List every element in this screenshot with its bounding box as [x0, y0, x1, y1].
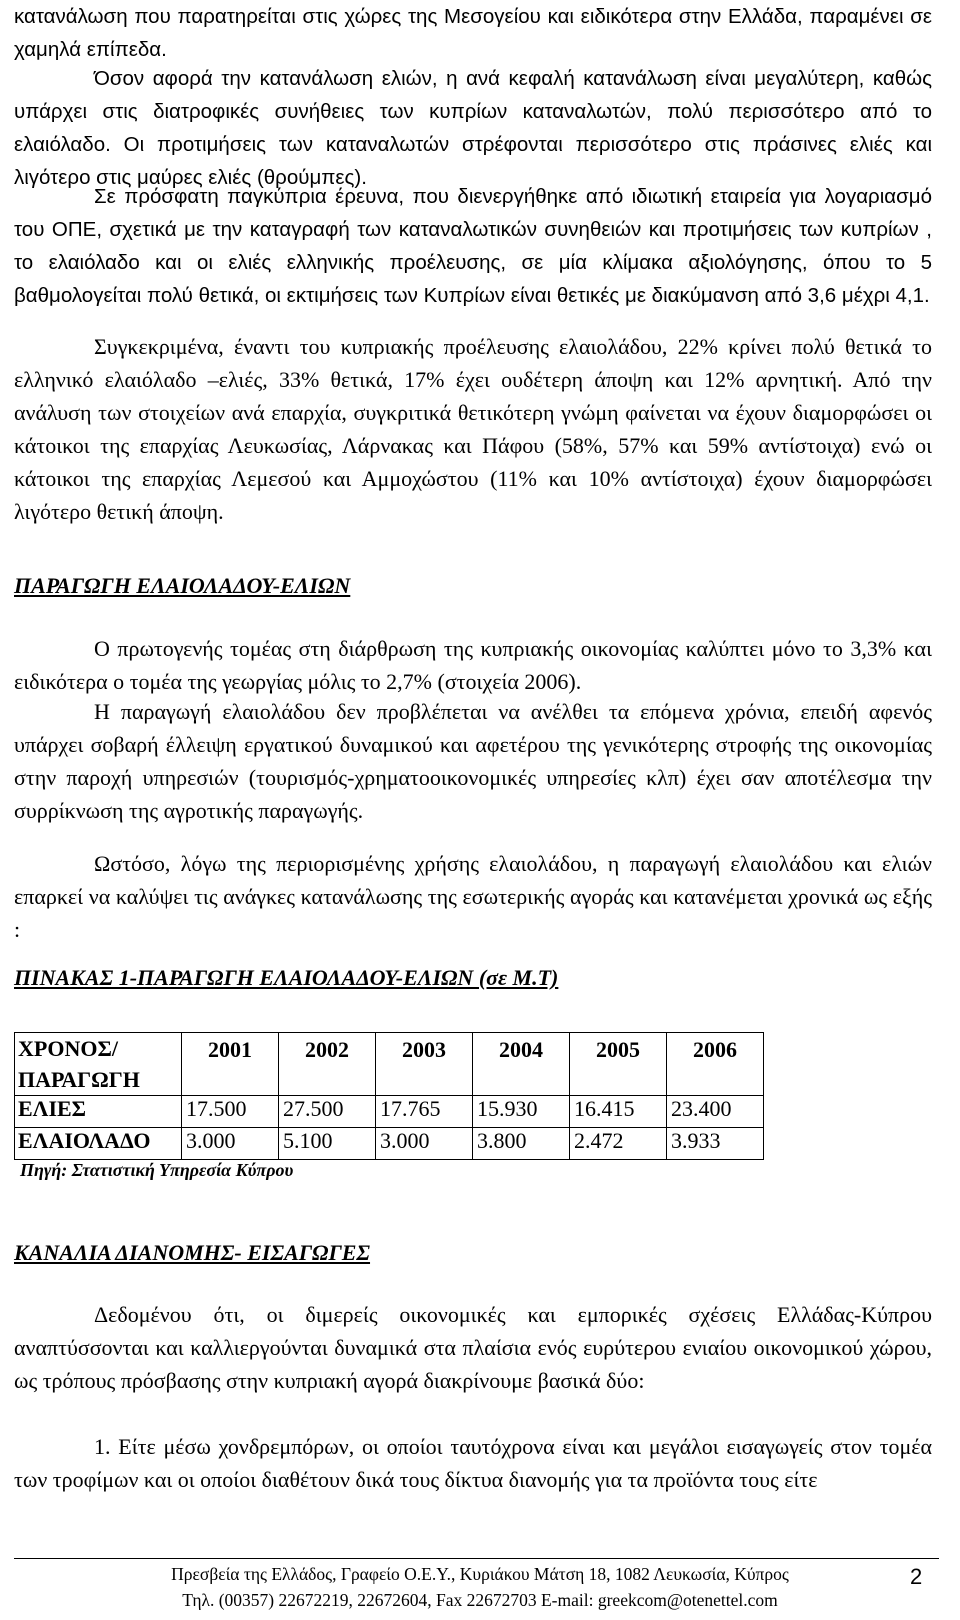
year-header: 2006: [667, 1033, 764, 1096]
table-header-row: [15, 1033, 764, 1096]
table-corner-cell: [15, 1033, 182, 1096]
table-cell: 17.500: [182, 1096, 279, 1128]
footer-divider: [14, 1558, 939, 1559]
table-cell: 27.500: [279, 1096, 376, 1128]
section-heading-distribution: ΚΑΝΑΛΙΑ ΔΙΑΝΟΜΗΣ- ΕΙΣΑΓΩΓΕΣ: [14, 1240, 371, 1265]
table-cell: 3.800: [473, 1128, 570, 1160]
table-cell: 3.000: [182, 1128, 279, 1160]
paragraph-survey: Σε πρόσφατη παγκύπρια έρευνα, που διενεργήθηκε από ιδιωτική εταιρεία για λογαριασμό του ΟΠΕ, σχετικά με την καταγραφή των καταναλωτικών συνηθειών και προτιμήσεις των κυπρίων , το ελαιόλαδο και οι ελιές ελληνικής προέλευσης, σε μία κλίμακα αξιολόγησης, όπου το 5 βαθμολογείται πολύ θετικά, οι εκτιμήσεις των Κυπρίων είναι θετικές με διακύμανση από 3,6 μέχρι 4,1.: [14, 185, 932, 307]
consumer-preferences-text: Οι προτιμήσεις των καταναλωτών στρέφονται περισσότερο στις πράσινες ελιές και λιγότερο στις μαύρες ελιές (θρούμπες).: [14, 133, 932, 189]
paragraph-olive-consumption: [14, 62, 932, 194]
table-row: [15, 1096, 764, 1128]
table-cell: 2.472: [570, 1128, 667, 1160]
paragraph-survey-results: Συγκεκριμένα, έναντι του κυπριακής προέλευσης ελαιολάδου, 22% κρίνει πολύ θετικά το ελληνικό ελαιόλαδο –ελιές, 33% θετικά, 17% έχει ουδέτερη άποψη και 12% αρνητική. Από την ανάλυση των στοιχείων ανά επαρχία, συγκριτικά θετικότερη γνώμη φαίνεται να έχουν διαμορφώσει οι κάτοικοι της επαρχίας Λευκωσίας, Λάρνακας και Πάφου (58%, 57% και 59% αντίστοιχα) ενώ οι κάτοικοι της επαρχίας Λεμεσού και Αμμοχώστου (11% και 10% αντίστοιχα) έχουν διαμορφώσει λιγότερο θετική άποψη.: [14, 334, 932, 524]
paragraph-bilateral-relations: Δεδομένου ότι, οι διμερείς οικονομικές και εμπορικές σχέσεις Ελλάδας-Κύπρου αναπτύσσονται και καλλιεργούνται δυναμικά στα πλαίσια ενός ευρύτερου ενιαίου οικονομικού χώρου, ως τρόπους πρόσβασης στην κυπριακή αγορά διακρίνουμε βασικά δύο:: [14, 1302, 932, 1393]
table-cell: 16.415: [570, 1096, 667, 1128]
table-cell: 17.765: [376, 1096, 473, 1128]
table-cell: 3.000: [376, 1128, 473, 1160]
production-table: [14, 1032, 764, 1160]
year-header: 2004: [473, 1033, 570, 1096]
page-number: 2: [910, 1564, 923, 1589]
table-title: ΠΙΝΑΚΑΣ 1-ΠΑΡΑΓΩΓΗ ΕΛΑΙΟΛΑΔΟΥ-ΕΛΙΩΝ (σε Μ.Τ): [14, 965, 559, 990]
table-cell: 15.930: [473, 1096, 570, 1128]
year-header: 2001: [182, 1033, 279, 1096]
footer-address: Πρεσβεία της Ελλάδος, Γραφείο Ο.Ε.Υ., Κυριάκου Μάτση 18, 1082 Λευκωσία, Κύπρος: [171, 1564, 789, 1584]
row-label: ΕΛΙΕΣ: [15, 1096, 182, 1128]
paragraph-consumption-continued: κατανάλωση που παρατηρείται στις χώρες της Μεσογείου και ειδικότερα στην Ελλάδα, παραμένει σε χαμηλά επίπεδα.: [14, 5, 932, 61]
table-row: [15, 1128, 764, 1160]
table-cell: 5.100: [279, 1128, 376, 1160]
list-item-wholesalers: 1. Είτε μέσω χονδρεμπόρων, οι οποίοι ταυτόχρονα είναι και μεγάλοι εισαγωγείς στον τομέα των τροφίμων και οι οποίοι διαθέτουν δικά τους δίκτυα διανομής για τα προϊόντα τους είτε: [14, 1434, 932, 1492]
year-header: 2005: [570, 1033, 667, 1096]
paragraph-primary-sector: Ο πρωτογενής τομέας στη διάρθρωση της κυπριακής οικονομίας καλύπτει μόνο το 3,3% και ειδικότερα ο τομέα της γεωργίας μόλις το 2,7% (στοιχεία 2006).: [14, 636, 932, 694]
row-label: ΕΛΑΙΟΛΑΔΟ: [15, 1128, 182, 1160]
paragraph-production-distribution: Ωστόσο, λόγω της περιορισμένης χρήσης ελαιολάδου, η παραγωγή ελαιολάδου και ελιών επαρκεί να καλύψει τις ανάγκες κατανάλωσης της εσωτερικής αγοράς και κατανέμεται χρονικά ως εξής :: [14, 851, 932, 942]
section-heading-production: ΠΑΡΑΓΩΓΗ ΕΛΑΙΟΛΑΔΟΥ-ΕΛΙΩΝ: [14, 573, 351, 598]
paragraph-production-outlook: Η παραγωγή ελαιολάδου δεν προβλέπεται να ανέλθει τα επόμενα χρόνια, επειδή αφενός υπάρχει σοβαρή έλλειψη εργατικού δυναμικού και αφετέρου της γενικότερης στροφής της οικονομίας στην παροχή υπηρεσιών (τουρισμός-χρηματοοικονομικές υπηρεσίες κλπ) έχει σαν αποτέλεσμα την συρρίκνωση της αγροτικής παραγωγής.: [14, 699, 932, 823]
table-source-note: Πηγή: Στατιστική Υπηρεσία Κύπρου: [20, 1160, 294, 1180]
table-cell: 23.400: [667, 1096, 764, 1128]
year-header: 2002: [279, 1033, 376, 1096]
corner-label-line2: ΠΑΡΑΓΩΓΗ: [18, 1067, 140, 1092]
corner-label-line1: ΧΡΟΝΟΣ/: [18, 1036, 118, 1061]
year-header: 2003: [376, 1033, 473, 1096]
table-cell: 3.933: [667, 1128, 764, 1160]
olive-consumption-text: Όσον αφορά την κατανάλωση ελιών, η ανά κεφαλή κατανάλωση είναι μεγαλύτερη, καθώς υπάρχει στις διατροφικές συνήθειες των κυπρίων καταναλωτών, πολύ περισσότερο από το ελαιόλαδο.: [14, 67, 932, 156]
footer-contact: Τηλ. (00357) 22672219, 22672604, Fax 22672703 E-mail: greekcom@otenettel.com: [182, 1590, 778, 1610]
